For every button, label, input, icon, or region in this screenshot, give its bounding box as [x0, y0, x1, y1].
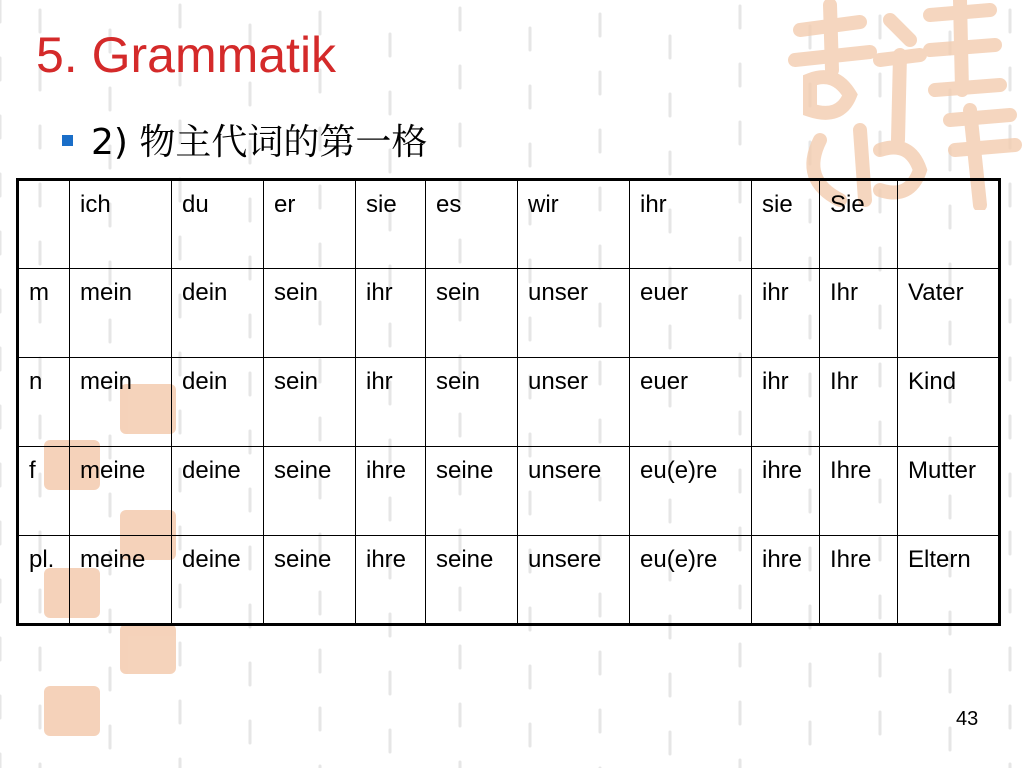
- table-cell: n: [18, 358, 70, 447]
- table-cell: dein: [172, 269, 264, 358]
- table-row: [18, 358, 1000, 447]
- page-number: 43: [956, 708, 979, 730]
- table-cell: eu(e)re: [630, 447, 752, 536]
- bullet-square-icon: [62, 135, 73, 146]
- possessive-pronoun-table: [16, 178, 1001, 626]
- table-cell: m: [18, 269, 70, 358]
- table-cell: deine: [172, 536, 264, 625]
- table-cell: seine: [426, 536, 518, 625]
- table-header-row: [18, 180, 1000, 269]
- table-cell: ihre: [752, 447, 820, 536]
- table-cell: sein: [264, 269, 356, 358]
- table-cell: ihre: [356, 447, 426, 536]
- table-cell: seine: [426, 447, 518, 536]
- table-cell: Ihr: [820, 358, 898, 447]
- slide-title: 5. Grammatik: [36, 27, 337, 83]
- table-cell: unsere: [518, 536, 630, 625]
- table-cell: seine: [264, 536, 356, 625]
- table-cell: Vater: [898, 269, 1000, 358]
- table-row: [18, 536, 1000, 625]
- table-cell: mein: [70, 358, 172, 447]
- table-cell: sie: [752, 180, 820, 269]
- table-cell: sie: [356, 180, 426, 269]
- table-cell: mein: [70, 269, 172, 358]
- table-cell: euer: [630, 358, 752, 447]
- table-cell: ihr: [356, 269, 426, 358]
- table-cell: meine: [70, 447, 172, 536]
- table-cell: ihr: [752, 358, 820, 447]
- table-cell: ihr: [630, 180, 752, 269]
- bullet-item: [62, 114, 427, 165]
- table-cell: eu(e)re: [630, 536, 752, 625]
- table-cell: deine: [172, 447, 264, 536]
- table-cell: Ihre: [820, 536, 898, 625]
- table-cell: sein: [426, 358, 518, 447]
- table-cell: meine: [70, 536, 172, 625]
- table-row: [18, 269, 1000, 358]
- table-cell: [898, 180, 1000, 269]
- table-cell: ihr: [356, 358, 426, 447]
- table-cell: es: [426, 180, 518, 269]
- table-cell: Eltern: [898, 536, 1000, 625]
- slide-subtitle: 2) 物主代词的第一格: [91, 122, 428, 163]
- table-cell: unser: [518, 269, 630, 358]
- table-cell: Mutter: [898, 447, 1000, 536]
- table-cell: Ihre: [820, 447, 898, 536]
- table-cell: Ihr: [820, 269, 898, 358]
- table-cell: pl.: [18, 536, 70, 625]
- table-cell: ihr: [752, 269, 820, 358]
- table-cell: er: [264, 180, 356, 269]
- table-cell: Kind: [898, 358, 1000, 447]
- table-cell: [18, 180, 70, 269]
- table-cell: seine: [264, 447, 356, 536]
- table-cell: unser: [518, 358, 630, 447]
- table-cell: sein: [426, 269, 518, 358]
- table-cell: Sie: [820, 180, 898, 269]
- table-cell: unsere: [518, 447, 630, 536]
- table-row: [18, 447, 1000, 536]
- table-cell: ich: [70, 180, 172, 269]
- table-cell: euer: [630, 269, 752, 358]
- table-cell: ihre: [752, 536, 820, 625]
- table-cell: du: [172, 180, 264, 269]
- table-cell: wir: [518, 180, 630, 269]
- table-cell: dein: [172, 358, 264, 447]
- table-cell: ihre: [356, 536, 426, 625]
- table-cell: sein: [264, 358, 356, 447]
- table-cell: f: [18, 447, 70, 536]
